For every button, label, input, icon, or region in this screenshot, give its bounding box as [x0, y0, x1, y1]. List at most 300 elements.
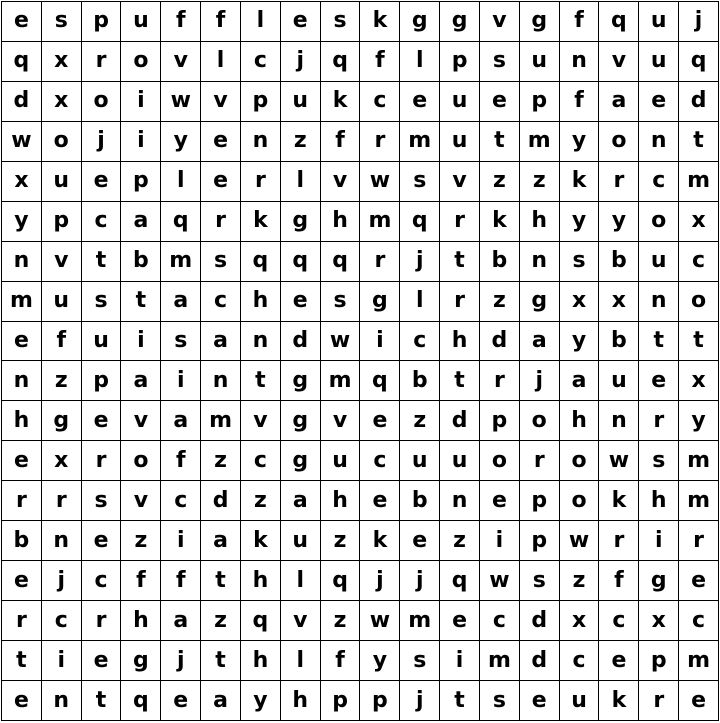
letter-cell[interactable]: h	[321, 481, 361, 521]
letter-cell[interactable]: k	[241, 202, 281, 242]
letter-cell[interactable]: b	[480, 242, 520, 282]
letter-cell[interactable]: c	[679, 601, 719, 641]
letter-cell[interactable]: m	[321, 361, 361, 401]
letter-cell[interactable]: f	[321, 122, 361, 162]
letter-cell[interactable]: a	[161, 282, 201, 322]
letter-cell[interactable]: b	[121, 242, 161, 282]
letter-cell[interactable]: e	[440, 601, 480, 641]
letter-cell[interactable]: f	[360, 42, 400, 82]
letter-cell[interactable]: g	[440, 2, 480, 42]
letter-cell[interactable]: s	[82, 481, 122, 521]
letter-cell[interactable]: x	[42, 82, 82, 122]
letter-cell[interactable]: t	[679, 322, 719, 362]
letter-cell[interactable]: r	[82, 601, 122, 641]
letter-cell[interactable]: u	[639, 42, 679, 82]
letter-cell[interactable]: r	[201, 202, 241, 242]
letter-cell[interactable]: s	[161, 322, 201, 362]
letter-cell[interactable]: o	[639, 202, 679, 242]
letter-cell[interactable]: q	[321, 242, 361, 282]
letter-cell[interactable]: f	[121, 561, 161, 601]
letter-cell[interactable]: k	[321, 82, 361, 122]
letter-cell[interactable]: q	[161, 202, 201, 242]
letter-cell[interactable]: j	[161, 641, 201, 681]
letter-cell[interactable]: r	[639, 401, 679, 441]
letter-cell[interactable]: s	[639, 441, 679, 481]
letter-cell[interactable]: f	[560, 82, 600, 122]
letter-cell[interactable]: e	[2, 441, 42, 481]
letter-cell[interactable]: e	[281, 2, 321, 42]
letter-cell[interactable]: v	[201, 82, 241, 122]
letter-cell[interactable]: o	[560, 441, 600, 481]
letter-cell[interactable]: m	[520, 122, 560, 162]
letter-cell[interactable]: q	[321, 42, 361, 82]
letter-cell[interactable]: d	[440, 401, 480, 441]
letter-cell[interactable]: v	[599, 42, 639, 82]
letter-cell[interactable]: h	[639, 481, 679, 521]
letter-cell[interactable]: w	[2, 122, 42, 162]
letter-cell[interactable]: s	[400, 162, 440, 202]
letter-cell[interactable]: d	[2, 82, 42, 122]
letter-cell[interactable]: c	[480, 601, 520, 641]
letter-cell[interactable]: g	[281, 401, 321, 441]
letter-cell[interactable]: c	[400, 322, 440, 362]
letter-cell[interactable]: r	[2, 481, 42, 521]
letter-cell[interactable]: w	[480, 561, 520, 601]
letter-cell[interactable]: r	[82, 42, 122, 82]
letter-cell[interactable]: x	[679, 361, 719, 401]
letter-cell[interactable]: e	[400, 521, 440, 561]
letter-cell[interactable]: n	[599, 401, 639, 441]
letter-cell[interactable]: g	[121, 641, 161, 681]
letter-cell[interactable]: y	[560, 202, 600, 242]
letter-cell[interactable]: j	[42, 561, 82, 601]
letter-cell[interactable]: w	[360, 162, 400, 202]
letter-cell[interactable]: h	[241, 641, 281, 681]
letter-cell[interactable]: y	[2, 202, 42, 242]
letter-cell[interactable]: u	[321, 441, 361, 481]
letter-cell[interactable]: t	[2, 641, 42, 681]
letter-cell[interactable]: e	[520, 681, 560, 721]
letter-cell[interactable]: n	[440, 481, 480, 521]
letter-cell[interactable]: c	[201, 282, 241, 322]
letter-cell[interactable]: k	[360, 2, 400, 42]
letter-cell[interactable]: y	[241, 681, 281, 721]
letter-cell[interactable]: o	[480, 441, 520, 481]
letter-cell[interactable]: c	[82, 202, 122, 242]
letter-cell[interactable]: q	[241, 242, 281, 282]
letter-cell[interactable]: u	[560, 681, 600, 721]
letter-cell[interactable]: x	[560, 601, 600, 641]
letter-cell[interactable]: g	[400, 2, 440, 42]
letter-cell[interactable]: j	[400, 561, 440, 601]
letter-cell[interactable]: l	[281, 641, 321, 681]
letter-cell[interactable]: t	[201, 561, 241, 601]
letter-cell[interactable]: c	[42, 601, 82, 641]
letter-cell[interactable]: r	[82, 441, 122, 481]
letter-cell[interactable]: k	[599, 481, 639, 521]
letter-cell[interactable]: t	[121, 282, 161, 322]
letter-cell[interactable]: s	[42, 2, 82, 42]
letter-cell[interactable]: t	[679, 122, 719, 162]
letter-cell[interactable]: f	[161, 561, 201, 601]
letter-cell[interactable]: p	[321, 681, 361, 721]
letter-cell[interactable]: d	[679, 82, 719, 122]
letter-cell[interactable]: r	[241, 162, 281, 202]
letter-cell[interactable]: s	[201, 242, 241, 282]
letter-cell[interactable]: c	[241, 42, 281, 82]
letter-cell[interactable]: r	[679, 521, 719, 561]
letter-cell[interactable]: p	[480, 401, 520, 441]
letter-cell[interactable]: g	[42, 401, 82, 441]
letter-cell[interactable]: k	[360, 521, 400, 561]
letter-cell[interactable]: c	[679, 242, 719, 282]
letter-cell[interactable]: w	[560, 521, 600, 561]
letter-cell[interactable]: g	[281, 361, 321, 401]
letter-cell[interactable]: n	[241, 322, 281, 362]
letter-cell[interactable]: p	[520, 481, 560, 521]
letter-cell[interactable]: j	[400, 242, 440, 282]
letter-cell[interactable]: l	[161, 162, 201, 202]
letter-cell[interactable]: t	[639, 322, 679, 362]
letter-cell[interactable]: c	[360, 82, 400, 122]
letter-cell[interactable]: c	[599, 601, 639, 641]
letter-cell[interactable]: e	[639, 82, 679, 122]
letter-cell[interactable]: n	[639, 122, 679, 162]
letter-cell[interactable]: b	[599, 242, 639, 282]
letter-cell[interactable]: e	[161, 681, 201, 721]
letter-cell[interactable]: s	[560, 242, 600, 282]
letter-cell[interactable]: y	[161, 122, 201, 162]
letter-cell[interactable]: a	[520, 322, 560, 362]
letter-cell[interactable]: y	[360, 641, 400, 681]
letter-cell[interactable]: t	[201, 641, 241, 681]
letter-cell[interactable]: n	[639, 282, 679, 322]
letter-cell[interactable]: o	[42, 122, 82, 162]
letter-cell[interactable]: t	[82, 242, 122, 282]
letter-cell[interactable]: s	[520, 561, 560, 601]
letter-cell[interactable]: n	[42, 681, 82, 721]
letter-cell[interactable]: q	[321, 561, 361, 601]
letter-cell[interactable]: q	[679, 42, 719, 82]
letter-cell[interactable]: b	[2, 521, 42, 561]
letter-cell[interactable]: p	[520, 521, 560, 561]
letter-cell[interactable]: z	[480, 282, 520, 322]
letter-cell[interactable]: h	[241, 561, 281, 601]
letter-cell[interactable]: h	[520, 202, 560, 242]
letter-cell[interactable]: q	[2, 42, 42, 82]
letter-cell[interactable]: w	[321, 322, 361, 362]
letter-cell[interactable]: g	[281, 441, 321, 481]
letter-cell[interactable]: e	[599, 641, 639, 681]
letter-cell[interactable]: e	[639, 361, 679, 401]
letter-cell[interactable]: l	[281, 561, 321, 601]
letter-cell[interactable]: p	[520, 82, 560, 122]
letter-cell[interactable]: u	[440, 82, 480, 122]
letter-cell[interactable]: o	[82, 82, 122, 122]
letter-cell[interactable]: m	[679, 641, 719, 681]
letter-cell[interactable]: v	[440, 162, 480, 202]
letter-cell[interactable]: j	[400, 681, 440, 721]
letter-cell[interactable]: k	[560, 162, 600, 202]
letter-cell[interactable]: u	[440, 441, 480, 481]
letter-cell[interactable]: i	[161, 361, 201, 401]
letter-cell[interactable]: y	[599, 202, 639, 242]
letter-cell[interactable]: v	[480, 2, 520, 42]
letter-cell[interactable]: j	[520, 361, 560, 401]
letter-cell[interactable]: a	[599, 82, 639, 122]
letter-cell[interactable]: f	[201, 2, 241, 42]
letter-cell[interactable]: i	[121, 322, 161, 362]
letter-cell[interactable]: m	[400, 601, 440, 641]
letter-cell[interactable]: u	[639, 2, 679, 42]
letter-cell[interactable]: a	[201, 322, 241, 362]
letter-cell[interactable]: t	[440, 681, 480, 721]
letter-cell[interactable]: r	[480, 361, 520, 401]
letter-cell[interactable]: d	[520, 641, 560, 681]
letter-cell[interactable]: m	[400, 122, 440, 162]
letter-cell[interactable]: c	[82, 561, 122, 601]
letter-cell[interactable]: q	[241, 601, 281, 641]
letter-cell[interactable]: e	[201, 162, 241, 202]
letter-cell[interactable]: t	[82, 681, 122, 721]
letter-cell[interactable]: s	[480, 681, 520, 721]
letter-cell[interactable]: g	[281, 202, 321, 242]
letter-cell[interactable]: s	[321, 282, 361, 322]
letter-cell[interactable]: v	[161, 42, 201, 82]
letter-cell[interactable]: e	[82, 162, 122, 202]
letter-cell[interactable]: v	[121, 401, 161, 441]
letter-cell[interactable]: a	[121, 361, 161, 401]
letter-cell[interactable]: o	[599, 122, 639, 162]
letter-cell[interactable]: e	[360, 401, 400, 441]
letter-cell[interactable]: r	[599, 521, 639, 561]
letter-cell[interactable]: x	[42, 441, 82, 481]
letter-cell[interactable]: e	[2, 2, 42, 42]
letter-cell[interactable]: q	[599, 2, 639, 42]
letter-cell[interactable]: m	[679, 441, 719, 481]
letter-cell[interactable]: k	[599, 681, 639, 721]
letter-cell[interactable]: e	[400, 82, 440, 122]
letter-cell[interactable]: i	[42, 641, 82, 681]
letter-cell[interactable]: h	[121, 601, 161, 641]
letter-cell[interactable]: c	[161, 481, 201, 521]
letter-cell[interactable]: i	[639, 521, 679, 561]
letter-cell[interactable]: m	[679, 162, 719, 202]
letter-cell[interactable]: e	[281, 282, 321, 322]
letter-cell[interactable]: f	[161, 441, 201, 481]
letter-cell[interactable]: e	[2, 561, 42, 601]
letter-cell[interactable]: x	[560, 282, 600, 322]
letter-cell[interactable]: q	[440, 561, 480, 601]
letter-cell[interactable]: s	[321, 2, 361, 42]
letter-cell[interactable]: p	[639, 641, 679, 681]
letter-cell[interactable]: i	[121, 82, 161, 122]
letter-cell[interactable]: b	[400, 481, 440, 521]
letter-cell[interactable]: k	[241, 521, 281, 561]
letter-cell[interactable]: c	[560, 641, 600, 681]
letter-cell[interactable]: d	[480, 322, 520, 362]
letter-cell[interactable]: i	[440, 641, 480, 681]
letter-cell[interactable]: e	[480, 481, 520, 521]
letter-cell[interactable]: v	[321, 162, 361, 202]
letter-cell[interactable]: n	[2, 361, 42, 401]
letter-cell[interactable]: m	[2, 282, 42, 322]
letter-cell[interactable]: g	[639, 561, 679, 601]
letter-cell[interactable]: a	[201, 521, 241, 561]
letter-cell[interactable]: n	[560, 42, 600, 82]
letter-cell[interactable]: z	[241, 481, 281, 521]
letter-cell[interactable]: w	[360, 601, 400, 641]
letter-cell[interactable]: i	[161, 521, 201, 561]
letter-cell[interactable]: o	[121, 441, 161, 481]
letter-cell[interactable]: x	[2, 162, 42, 202]
letter-cell[interactable]: z	[201, 441, 241, 481]
letter-cell[interactable]: j	[82, 122, 122, 162]
letter-cell[interactable]: r	[440, 282, 480, 322]
letter-cell[interactable]: q	[360, 361, 400, 401]
letter-cell[interactable]: u	[400, 441, 440, 481]
letter-cell[interactable]: z	[121, 521, 161, 561]
letter-cell[interactable]: y	[560, 322, 600, 362]
letter-cell[interactable]: w	[161, 82, 201, 122]
letter-cell[interactable]: s	[480, 42, 520, 82]
letter-cell[interactable]: e	[201, 122, 241, 162]
letter-cell[interactable]: e	[2, 322, 42, 362]
letter-cell[interactable]: e	[2, 681, 42, 721]
letter-cell[interactable]: a	[161, 601, 201, 641]
letter-cell[interactable]: z	[42, 361, 82, 401]
letter-cell[interactable]: k	[480, 202, 520, 242]
letter-cell[interactable]: y	[560, 122, 600, 162]
letter-cell[interactable]: b	[400, 361, 440, 401]
letter-cell[interactable]: l	[201, 42, 241, 82]
letter-cell[interactable]: v	[42, 242, 82, 282]
letter-cell[interactable]: z	[321, 521, 361, 561]
letter-cell[interactable]: c	[639, 162, 679, 202]
letter-cell[interactable]: h	[440, 322, 480, 362]
letter-cell[interactable]: n	[201, 361, 241, 401]
letter-cell[interactable]: l	[281, 162, 321, 202]
letter-cell[interactable]: a	[201, 681, 241, 721]
letter-cell[interactable]: u	[281, 82, 321, 122]
letter-cell[interactable]: f	[42, 322, 82, 362]
letter-cell[interactable]: x	[639, 601, 679, 641]
letter-cell[interactable]: q	[281, 242, 321, 282]
letter-cell[interactable]: d	[520, 601, 560, 641]
letter-cell[interactable]: m	[480, 641, 520, 681]
letter-cell[interactable]: x	[599, 282, 639, 322]
letter-cell[interactable]: d	[281, 322, 321, 362]
letter-cell[interactable]: u	[520, 42, 560, 82]
letter-cell[interactable]: j	[360, 561, 400, 601]
letter-cell[interactable]: e	[360, 481, 400, 521]
letter-cell[interactable]: e	[679, 681, 719, 721]
letter-cell[interactable]: g	[520, 282, 560, 322]
letter-cell[interactable]: r	[360, 242, 400, 282]
letter-cell[interactable]: u	[599, 361, 639, 401]
letter-cell[interactable]: w	[599, 441, 639, 481]
letter-cell[interactable]: c	[241, 441, 281, 481]
letter-cell[interactable]: r	[639, 681, 679, 721]
letter-cell[interactable]: u	[42, 282, 82, 322]
letter-cell[interactable]: h	[560, 401, 600, 441]
letter-cell[interactable]: a	[121, 202, 161, 242]
letter-cell[interactable]: l	[400, 42, 440, 82]
letter-cell[interactable]: m	[360, 202, 400, 242]
letter-cell[interactable]: a	[560, 361, 600, 401]
letter-cell[interactable]: c	[360, 441, 400, 481]
letter-cell[interactable]: r	[360, 122, 400, 162]
letter-cell[interactable]: t	[440, 361, 480, 401]
letter-cell[interactable]: f	[599, 561, 639, 601]
letter-cell[interactable]: m	[679, 481, 719, 521]
letter-cell[interactable]: p	[241, 82, 281, 122]
letter-cell[interactable]: h	[241, 282, 281, 322]
letter-cell[interactable]: y	[679, 401, 719, 441]
letter-cell[interactable]: n	[2, 242, 42, 282]
letter-cell[interactable]: e	[82, 641, 122, 681]
letter-cell[interactable]: a	[161, 401, 201, 441]
letter-cell[interactable]: z	[321, 601, 361, 641]
letter-cell[interactable]: p	[82, 361, 122, 401]
letter-cell[interactable]: u	[639, 242, 679, 282]
letter-cell[interactable]: e	[82, 521, 122, 561]
letter-cell[interactable]: u	[121, 2, 161, 42]
letter-cell[interactable]: r	[520, 441, 560, 481]
letter-cell[interactable]: v	[121, 481, 161, 521]
letter-cell[interactable]: f	[560, 2, 600, 42]
letter-cell[interactable]: n	[241, 122, 281, 162]
letter-cell[interactable]: f	[321, 641, 361, 681]
letter-cell[interactable]: g	[520, 2, 560, 42]
letter-cell[interactable]: x	[679, 202, 719, 242]
letter-cell[interactable]: x	[42, 42, 82, 82]
letter-cell[interactable]: s	[82, 282, 122, 322]
letter-cell[interactable]: l	[400, 282, 440, 322]
letter-cell[interactable]: n	[42, 521, 82, 561]
letter-cell[interactable]: a	[281, 481, 321, 521]
letter-cell[interactable]: n	[520, 242, 560, 282]
letter-cell[interactable]: v	[241, 401, 281, 441]
letter-cell[interactable]: z	[440, 521, 480, 561]
letter-cell[interactable]: p	[440, 42, 480, 82]
letter-cell[interactable]: e	[679, 561, 719, 601]
letter-cell[interactable]: t	[241, 361, 281, 401]
letter-cell[interactable]: i	[360, 322, 400, 362]
letter-cell[interactable]: j	[679, 2, 719, 42]
letter-cell[interactable]: p	[360, 681, 400, 721]
letter-cell[interactable]: q	[121, 681, 161, 721]
letter-cell[interactable]: m	[161, 242, 201, 282]
letter-cell[interactable]: z	[520, 162, 560, 202]
letter-cell[interactable]: q	[400, 202, 440, 242]
letter-cell[interactable]: m	[201, 401, 241, 441]
letter-cell[interactable]: h	[321, 202, 361, 242]
letter-cell[interactable]: r	[2, 601, 42, 641]
letter-cell[interactable]: b	[599, 322, 639, 362]
letter-cell[interactable]: t	[480, 122, 520, 162]
letter-cell[interactable]: p	[121, 162, 161, 202]
letter-cell[interactable]: u	[82, 322, 122, 362]
letter-cell[interactable]: t	[440, 242, 480, 282]
letter-cell[interactable]: i	[480, 521, 520, 561]
letter-cell[interactable]: o	[679, 282, 719, 322]
letter-cell[interactable]: u	[42, 162, 82, 202]
letter-cell[interactable]: r	[440, 202, 480, 242]
letter-cell[interactable]: p	[82, 2, 122, 42]
letter-cell[interactable]: i	[121, 122, 161, 162]
letter-cell[interactable]: p	[42, 202, 82, 242]
